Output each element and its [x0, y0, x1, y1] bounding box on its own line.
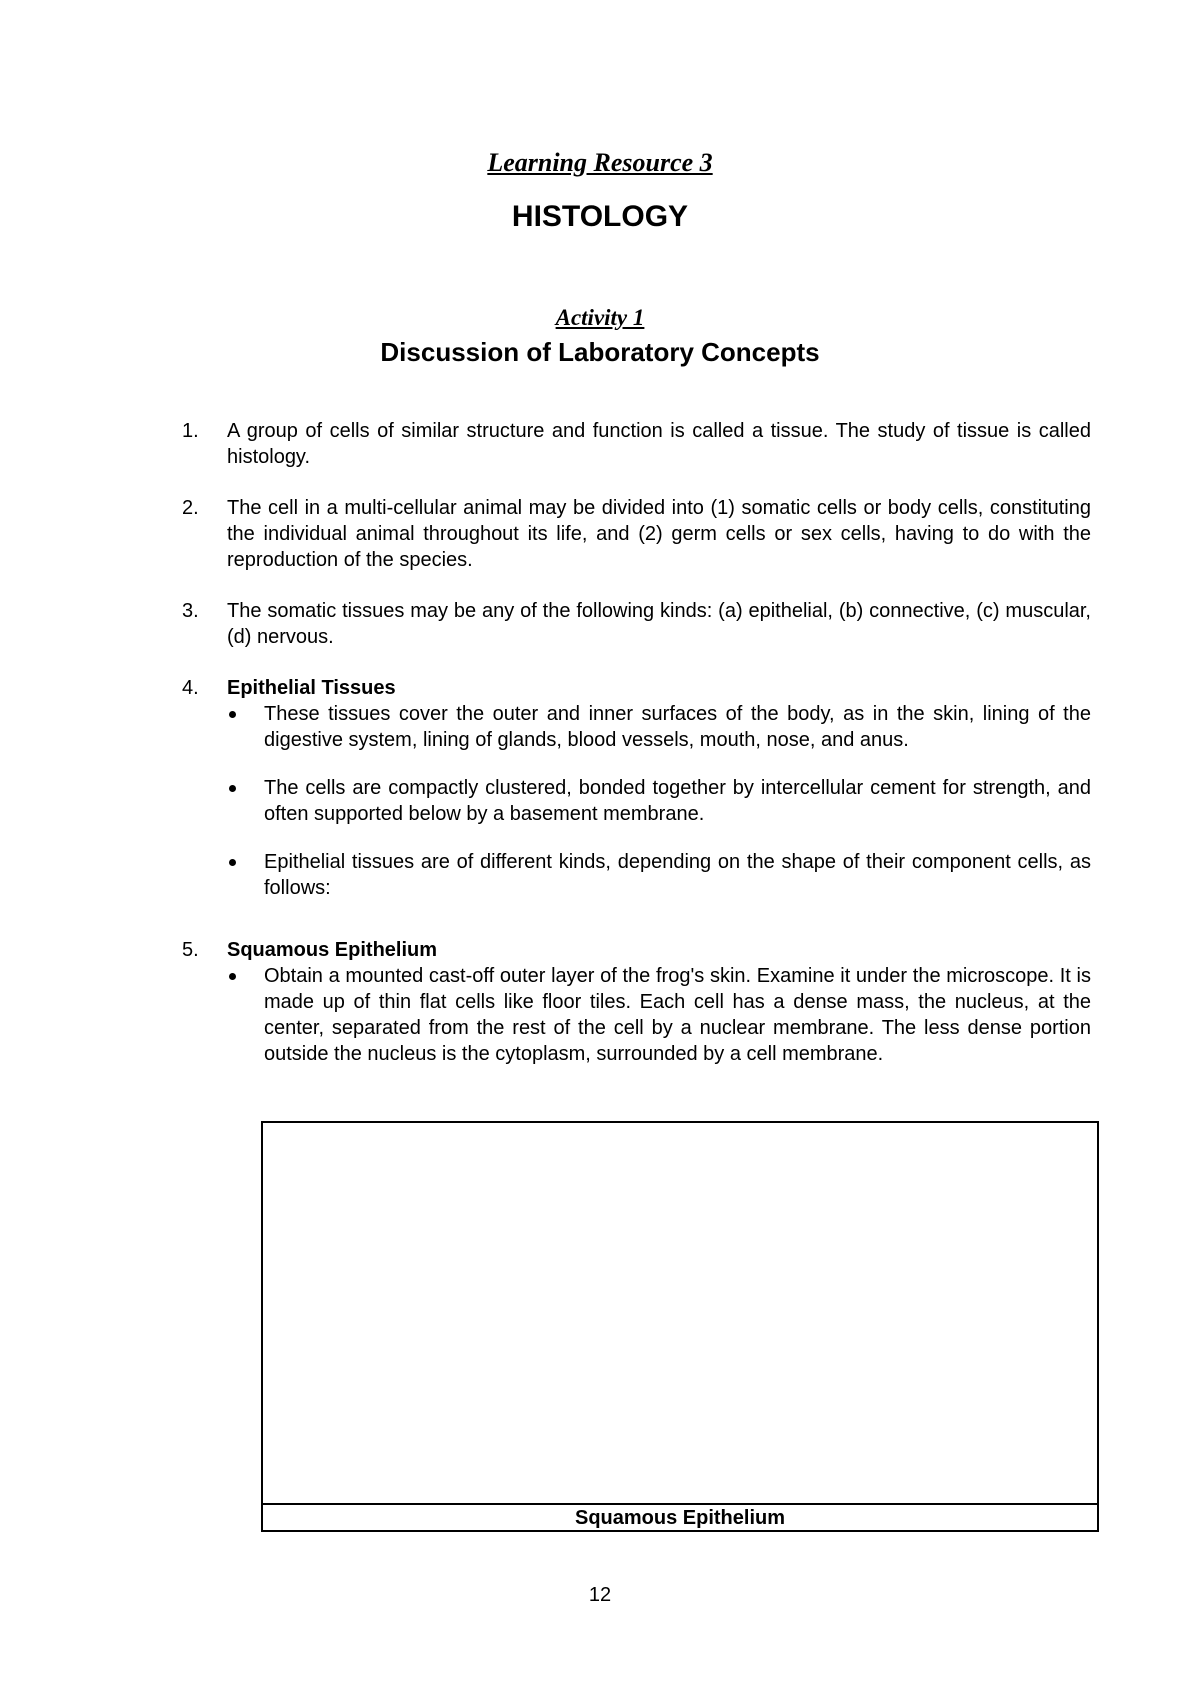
drawing-area[interactable]: [263, 1123, 1097, 1505]
bullet-item: [227, 701, 1091, 753]
bullet-item: [227, 775, 1091, 827]
bullet-icon: [229, 859, 236, 866]
item-number: 3.: [182, 600, 199, 622]
bullet-item: [227, 849, 1091, 901]
bullet-text: Epithelial tissues are of different kinds, depending on the shape of their component cells, as follows:: [264, 851, 1091, 899]
section-heading: Epithelial Tissues: [227, 677, 396, 699]
bullet-text: The cells are compactly clustered, bonded together by intercellular cement for strength, and often supported below by a basement membrane.: [264, 777, 1091, 825]
bullet-text: These tissues cover the outer and inner surfaces of the body, as in the skin, lining of the digestive system, lining of glands, blood vessels, mouth, nose, and anus.: [264, 703, 1091, 751]
figure-box: [261, 1121, 1099, 1532]
list-item-3: [182, 598, 1091, 650]
item-text: A group of cells of similar structure and function is called a tissue. The study of tissue is called histology.: [227, 420, 1091, 468]
list-item-4: [182, 675, 1091, 901]
activity-title: Discussion of Laboratory Concepts: [380, 337, 820, 367]
bullet-icon: [229, 973, 236, 980]
item-number: 4.: [182, 677, 199, 699]
item-number: 1.: [182, 420, 199, 442]
figure-caption: Squamous Epithelium: [574, 1507, 786, 1529]
resource-label: Learning Resource 3: [487, 148, 713, 177]
page-title: HISTOLOGY: [511, 200, 689, 233]
section-heading: Squamous Epithelium: [227, 939, 438, 961]
bullet-icon: [229, 711, 236, 718]
item-text: The somatic tissues may be any of the following kinds: (a) epithelial, (b) connective, (c) muscular, (d) nervous.: [227, 600, 1091, 648]
item-text: The cell in a multi-cellular animal may be divided into (1) somatic cells or body cells, constituting the individual animal throughout its life, and (2) germ cells or sex cells, having to do with the reproduction of the species.: [227, 497, 1091, 571]
list-item-1: [182, 418, 1091, 470]
item-number: 5.: [182, 939, 199, 961]
item-number: 2.: [182, 497, 199, 519]
bullet-item: [227, 963, 1091, 1067]
list-item-2: [182, 495, 1091, 573]
activity-label: Activity 1: [555, 305, 645, 330]
list-item-5: [182, 937, 1091, 1067]
page-number: 12: [588, 1584, 612, 1606]
bullet-text: Obtain a mounted cast-off outer layer of the frog's skin. Examine it under the microscope. It is made up of thin flat cells like floor tiles. Each cell has a dense mass, the nucleus, at the center, separated from the rest of the cell by a nuclear membrane. The less dense portion outside the nucleus is the cytoplasm, surrounded by a cell membrane.: [264, 965, 1091, 1065]
bullet-icon: [229, 785, 236, 792]
